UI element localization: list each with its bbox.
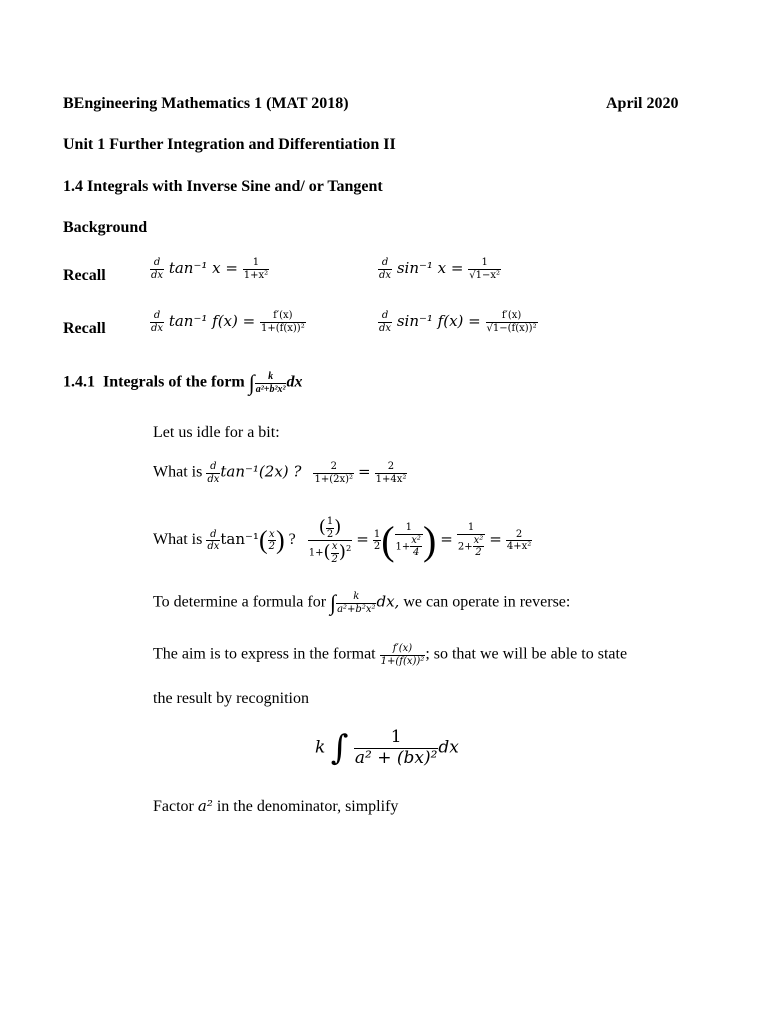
recognition-text: the result by recognition (153, 690, 309, 707)
display-integral: k ∫ $\frac{1}{\text{a² + (bx)²}}$ dx (315, 727, 459, 769)
recall-2-sin-formula: $\frac{d}{dx}$ sin⁻¹ f(x) = $\frac{f'(x)}{\text{√1−(f(x))²}}$ (379, 310, 537, 334)
recall-2-tan-formula: $\frac{d}{dx}$ tan⁻¹ f(x) = $\frac{f'(x)}{\text{1+(f(x))²}}$ (151, 310, 305, 334)
determine-text: To determine a formula for ∫ $\frac{k}{\text{a²+b²x²}}$ dx, we can operate in reverse: (153, 590, 571, 615)
recall-1-sin-formula: $\frac{d}{dx}$ sin⁻¹ x = $\frac{1}{\text{√1−x²}}$ (379, 257, 501, 281)
recall-label-2: Recall (63, 320, 106, 337)
idle-text: Let us idle for a bit: (153, 424, 280, 441)
recall-label: Recall (63, 267, 106, 284)
section-title: 1.4 Integrals with Inverse Sine and/ or Tangent (63, 178, 383, 195)
recall-1-tan-formula: $\frac{d}{dx}$ tan⁻¹ x = $\frac{1}{\text{1+x²}}$ (151, 257, 269, 281)
course-title: BEngineering Mathematics 1 (MAT 2018) (63, 95, 349, 112)
aim-text: The aim is to express in the format $\frac{f'(x)}{\text{1+(f(x))²}}$ ; so that we will be able to state (153, 643, 628, 667)
factor-text: Factor a² in the denominator, simplify (153, 797, 399, 815)
subsection-heading: 1.4.1 Integrals of the form ∫ $\frac{k}{\text{a²+b²x²}}$ dx (63, 370, 303, 395)
background-heading: Background (63, 219, 148, 236)
question-2: What is $\frac{d}{dx}$ tan⁻¹( $\frac{x}{2}$ ) ? ( $\frac{1}{2}$ ) 1+( $\frac{x}{2}$ )$^2$ = $\frac{1}{2}$ ( 1 1+ $\frac{\text{x²}}{4}$ ) = 1 2+ $\frac{\text{x²}}{2}$ = $\frac{2}{\text{4+x²}}$ (153, 516, 532, 565)
unit-title: Unit 1 Further Integration and Differentiation II (63, 136, 396, 153)
question-1: What is $\frac{d}{dx}$ tan⁻¹(2x) ? $\frac{2}{\text{1+(2x)²}}$ = $\frac{2}{\text{1+4x²}}$ (153, 461, 407, 485)
document-date: April 2020 (606, 95, 679, 112)
